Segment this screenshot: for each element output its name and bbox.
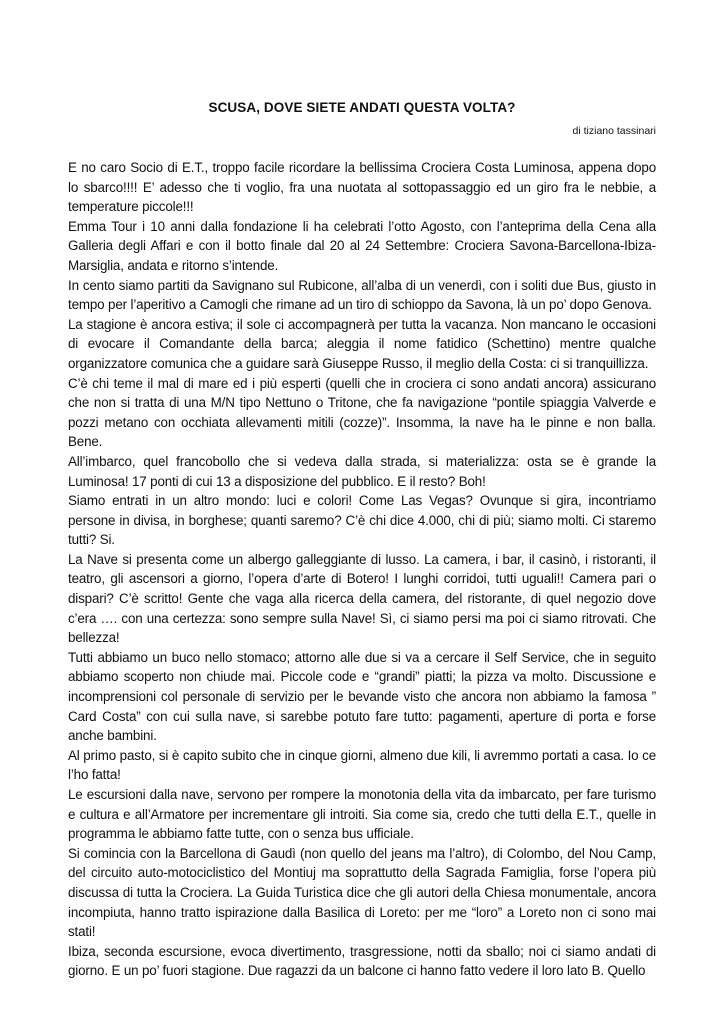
paragraph: All’imbarco, quel francobollo che si vedeva dalla strada, si materializza: osta se è grande la Luminosa! 17 ponti di cui 13 a disposizione del pubblico. E il resto? Boh! <box>68 453 656 489</box>
paragraph: E no caro Socio di E.T., troppo facile ricordare la bellissima Crociera Costa Luminosa, appena dopo lo sbarco!!!! E’ adesso che ti voglio, fra una nuotata al sottopassaggio ed un giro fra le nebbie, a temperature piccole!!! <box>68 160 656 215</box>
article-title: SCUSA, DOVE SIETE ANDATI QUESTA VOLTA? <box>208 100 516 115</box>
paragraph: Siamo entrati in un altro mondo: luci e colori! Come Las Vegas? Ovunque si gira, incontriamo persone in divisa, in borghese; quanti saremo? C’è chi dice 4.000, chi di più; siamo molti. Ci staremo tutti? Si. <box>68 493 656 548</box>
article-author: di tiziano tassinari <box>572 125 656 137</box>
paragraph: Tutti abbiamo un buco nello stomaco; attorno alle due si va a cercare il Self Service, che in seguito abbiamo scoperto non chiude mai. Piccole code e “grandi” piatti; la pizza va molto. Discussione e incomprensioni col personale di servizio per le bevande visto che ancora non abbiamo la famosa ” Card Costa” con cui sulla nave, si sarebbe potuto fare tutto: pagamenti, aperture di porta e forse anche bambini. <box>68 649 656 744</box>
paragraph: La stagione è ancora estiva; il sole ci accompagnerà per tutta la vacanza. Non mancano le occasioni di evocare il Comandante della barca; aleggia il nome fatidico (Schettino) mentre qualche organizzatore comunica che a guidare sarà Giuseppe Russo, il meglio della Costa: ci si tranquillizza. <box>68 316 656 371</box>
article-body <box>68 158 656 981</box>
paragraph: In cento siamo partiti da Savignano sul Rubicone, all’alba di un venerdì, con i soliti due Bus, giusto in tempo per l’aperitivo a Camogli che rimane ad un tiro di schioppo da Savona, là un po’ dopo Genova. <box>68 277 656 313</box>
paragraph: La Nave si presenta come un albergo galleggiante di lusso. La camera, i bar, il casinò, i ristoranti, il teatro, gli ascensori a giorno, l’opera d’arte di Botero! I lunghi corridoi, tutti uguali!! Camera pari o dispari? C’è scritto! Gente che vaga alla ricerca della camera, del ristorante, di quel negozio dove c’era …. con una certezza: sono sempre sulla Nave! Sì, ci siamo persi ma poi ci siamo ritrovati. Che bellezza! <box>68 551 656 646</box>
paragraph: Ibiza, seconda escursione, evoca divertimento, trasgressione, notti da sballo; noi ci siamo andati di giorno. E un po’ fuori stagione. Due ragazzi da un balcone ci hanno fatto vedere il loro lato B. Quello <box>68 943 656 979</box>
paragraph: Le escursioni dalla nave, servono per rompere la monotonia della vita da imbarcato, per fare turismo e cultura e all’Armatore per incrementare gli introiti. Sia come sia, credo che tutti della E.T., quelle in programma le abbiamo fatte tutte, con o senza bus ufficiale. <box>68 787 656 842</box>
paragraph: Al primo pasto, si è capito subito che in cinque giorni, almeno due kili, li avremmo portati a casa. Io ce l’ho fatta! <box>68 747 656 783</box>
paragraph: Si comincia con la Barcellona di Gaudì (non quello del jeans ma l’altro), di Colombo, del Nou Camp, del circuito auto-motociclistico del Montiuj ma soprattutto della Sagrada Famiglia, forse l’opera più discussa di tutta la Crociera. La Guida Turistica dice che gli autori della Chiesa monumentale, ancora incompiuta, hanno tratto ispirazione dalla Basilica di Loreto: per me “loro” a Loreto non ci sono mai stati! <box>68 845 656 940</box>
paragraph: C’è chi teme il mal di mare ed i più esperti (quelli che in crociera ci sono andati ancora) assicurano che non si tratta di una M/N tipo Nettuno o Tritone, che fa navigazione “pontile spiaggia Valverde e pozzi metano con occhiata allevamenti mitili (cozze)”. Insomma, la nave ha le pinne e non balla. Bene. <box>68 375 656 450</box>
paragraph: Emma Tour i 10 anni dalla fondazione li ha celebrati l’otto Agosto, con l’anteprima della Cena alla Galleria degli Affari e con il botto finale dal 20 al 24 Settembre: Crociera Savona-Barcellona-Ibiza-Marsiglia, andata e ritorno s’intende. <box>68 218 656 273</box>
